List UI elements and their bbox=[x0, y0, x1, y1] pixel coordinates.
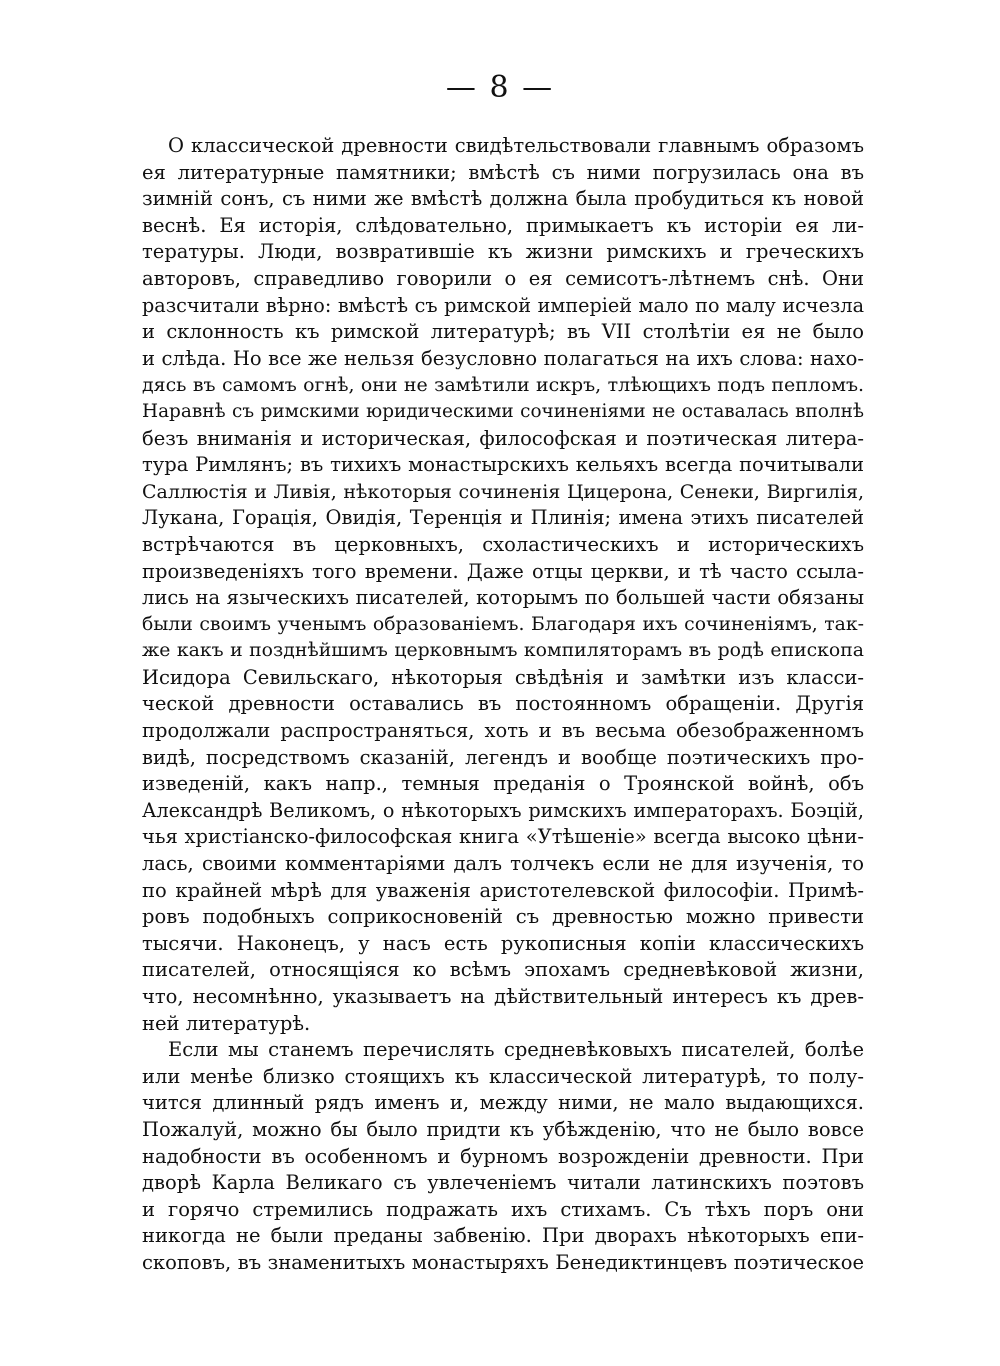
text-line: безъ вниманія и историческая, философская и поэтическая литера- bbox=[142, 426, 864, 450]
text-line: дясь въ самомъ огнѣ, они не замѣтили искръ, тлѣющихъ подъ пепломъ. bbox=[142, 374, 864, 397]
text-line: что, несомнѣнно, указываетъ на дѣйствительный интересъ къ древ- bbox=[142, 985, 864, 1008]
text-line: ровъ подобныхъ соприкосновеній съ древностью можно привести bbox=[142, 905, 864, 929]
text-line: лась, своими комментаріями далъ толчекъ если не для изученія, то bbox=[142, 852, 864, 876]
text-line: были своимъ ученымъ образованіемъ. Благодаря ихъ сочиненіямъ, так- bbox=[142, 613, 864, 635]
text-line: же какъ и позднѣйшимъ церковнымъ компиляторамъ въ родѣ епископа bbox=[142, 640, 864, 662]
text-line: Наравнѣ съ римскими юридическими сочиненіями не оставалась вполнѣ bbox=[142, 400, 864, 422]
paragraph-2 bbox=[142, 1037, 864, 1276]
text-line: изведеній, какъ напр., темныя преданія о Троянской войнѣ, объ bbox=[142, 772, 864, 796]
text-line: тысячи. Наконецъ, у насъ есть рукописныя копіи классическихъ bbox=[142, 931, 864, 955]
text-line: тературы. Люди, возвратившіе къ жизни римскихъ и греческихъ bbox=[142, 240, 864, 264]
text-line: и горячо стремились подражать ихъ стихамъ. Съ тѣхъ поръ они bbox=[142, 1197, 864, 1221]
text-line: чится длинный рядъ именъ и, между ними, не мало выдающихся. bbox=[142, 1091, 864, 1115]
text-line: Лукана, Горація, Овидія, Теренція и Плинія; имена этихъ писателей bbox=[142, 506, 864, 530]
text-line: видѣ, посредствомъ сказаній, легендъ и вообще поэтическихъ про- bbox=[142, 745, 864, 769]
text-line: чья христіанско-философская книга «Утѣшеніе» всегда высоко цѣни- bbox=[142, 825, 864, 849]
body-text bbox=[142, 133, 864, 1277]
text-line: скоповъ, въ знаменитыхъ монастыряхъ Бенедиктинцевъ поэтическое bbox=[142, 1250, 864, 1274]
text-line: Если мы станемъ перечислять средневѣковыхъ писателей, болѣе bbox=[168, 1038, 864, 1062]
text-line: писателей, относящіяся ко всѣмъ эпохамъ средневѣковой жизни, bbox=[142, 958, 864, 982]
text-line: авторовъ, справедливо говорили о ея семисотъ-лѣтнемъ снѣ. Они bbox=[142, 266, 864, 290]
text-line: Саллюстія и Ливія, нѣкоторыя сочиненія Цицерона, Сенеки, Виргилія, bbox=[142, 480, 864, 503]
text-line: ческой древности оставались въ постоянномъ обращеніи. Другія bbox=[142, 692, 864, 716]
text-line: и слѣда. Но все же нельзя безусловно полагаться на ихъ слова: нахо- bbox=[142, 346, 864, 370]
text-line: Исидора Севильскаго, нѣкоторыя свѣдѣнія и замѣтки изъ класси- bbox=[142, 665, 864, 689]
text-line: Пожалуй, можно бы было придти къ убѣжденію, что не было вовсе bbox=[142, 1117, 864, 1141]
text-line: разсчитали вѣрно: вмѣстѣ съ римской имперіей мало по малу исчезла bbox=[142, 293, 864, 317]
text-line: ней литературѣ. bbox=[142, 1011, 311, 1035]
text-line: лись на языческихъ писателей, которымъ по большей части обязаны bbox=[142, 586, 864, 610]
text-line: или менѣе близко стоящихъ къ классической литературѣ, то полу- bbox=[142, 1064, 864, 1088]
text-line: дворѣ Карла Великаго съ увлеченіемъ читали латинскихъ поэтовъ bbox=[142, 1171, 864, 1195]
text-line: веснѣ. Ея исторія, слѣдовательно, примыкаетъ къ исторіи ея ли- bbox=[142, 213, 864, 237]
text-line: продолжали распространяться, хоть и въ весьма обезображенномъ bbox=[142, 719, 864, 743]
page-number: — 8 — bbox=[445, 70, 555, 105]
text-line: надобности въ особенномъ и бурномъ возрожденіи древности. При bbox=[142, 1144, 864, 1168]
text-line: ея литературные памятники; вмѣстѣ съ ними погрузилась она въ bbox=[142, 160, 864, 184]
text-line: произведеніяхъ того времени. Даже отцы церкви, и тѣ часто ссыла- bbox=[142, 559, 864, 583]
text-line: зимній сонъ, съ ними же вмѣстѣ должна была пробудиться къ новой bbox=[142, 187, 864, 211]
text-line: О классической древности свидѣтельствовали главнымъ образомъ bbox=[168, 134, 864, 157]
text-line: тура Римлянъ; въ тихихъ монастырскихъ кельяхъ всегда почитывали bbox=[142, 453, 864, 477]
text-line: Александрѣ Великомъ, о нѣкоторыхъ римскихъ императорахъ. Боэцій, bbox=[142, 798, 864, 822]
text-line: и склонность къ римской литературѣ; въ VII столѣтіи ея не было bbox=[142, 320, 864, 344]
paragraph-1 bbox=[142, 133, 864, 1037]
text-line: встрѣчаются въ церковныхъ, схоластическихъ и историческихъ bbox=[142, 532, 864, 556]
text-line: никогда не были преданы забвенію. При дворахъ нѣкоторыхъ епи- bbox=[142, 1224, 864, 1248]
text-line: по крайней мѣрѣ для уваженія аристотелевской философіи. Примѣ- bbox=[142, 878, 864, 902]
